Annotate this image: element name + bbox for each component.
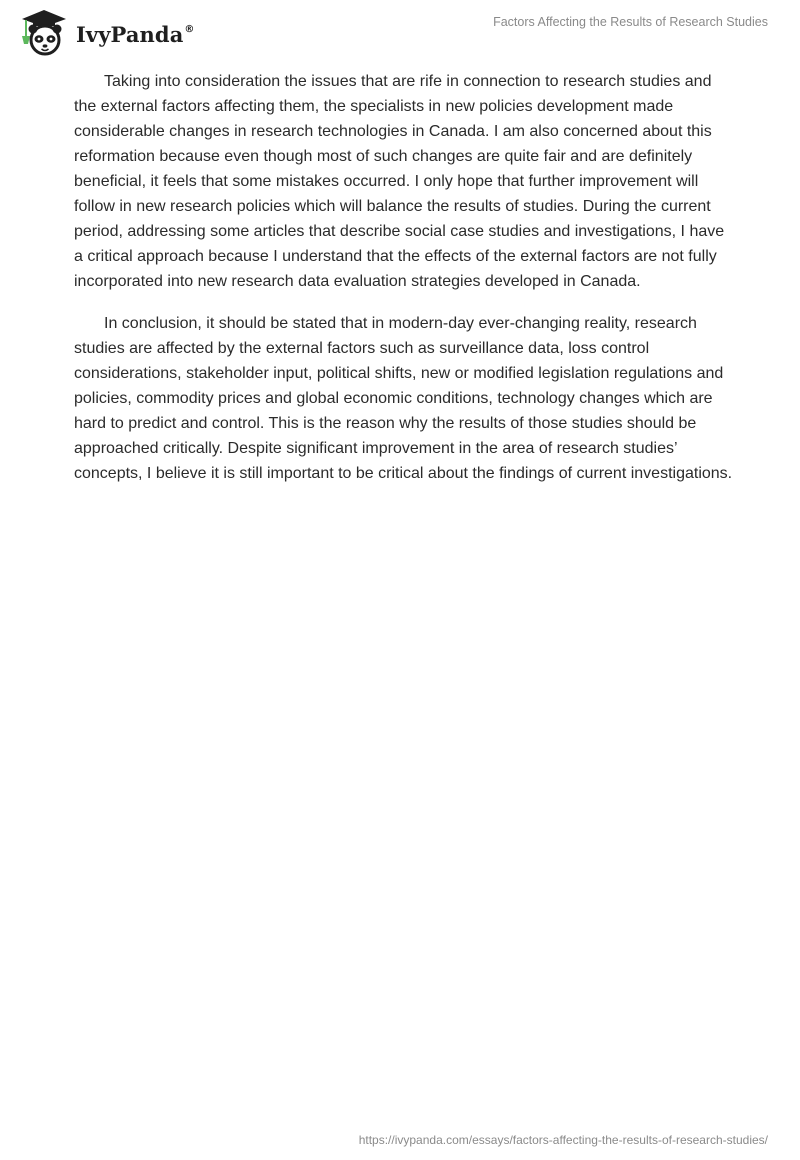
paragraph: In conclusion, it should be stated that in modern-day ever-changing reality, research studies are affected by the external factors such as surveillance data, loss control considerations, stakeholder input, political shifts, new or modified legislation regulations and policies, commodity prices and global economic conditions, technology changes which are hard to predict and control. This is the reason why the results of those studies should be approached critically. Despite significant improvement in the area of research studies’ concepts, I believe it is still important to be critical about the findings of current investigations.: [74, 315, 733, 482]
essay-body: [74, 69, 734, 503]
ivypanda-logo[interactable]: [14, 8, 195, 58]
paragraph: Taking into consideration the issues that are rife in connection to research studies and the external factors affecting them, the specialists in new policies development made considerable changes in research technologies in Canada. I am also concerned about this reformation because even though most of such changes are quite fair and are definitely beneficial, it feels that some mistakes occurred. I only hope that further improvement will follow in new research policies which will balance the results of studies. During the current period, addressing some articles that describe social case studies and investigations, I have a critical approach because I understand that the effects of the external factors are not fully incorporated into new research data evaluation strategies developed in Canada.: [74, 73, 725, 290]
document-title: Factors Affecting the Results of Research Studies: [493, 15, 768, 29]
source-url[interactable]: https://ivypanda.com/essays/factors-affecting-the-results-of-research-studies/: [358, 1133, 768, 1147]
page-header: [0, 0, 800, 64]
registered-mark: ®: [184, 23, 195, 35]
panda-graduate-logo-icon: [14, 8, 74, 58]
logo-wordmark: IvyPanda®: [76, 21, 195, 47]
